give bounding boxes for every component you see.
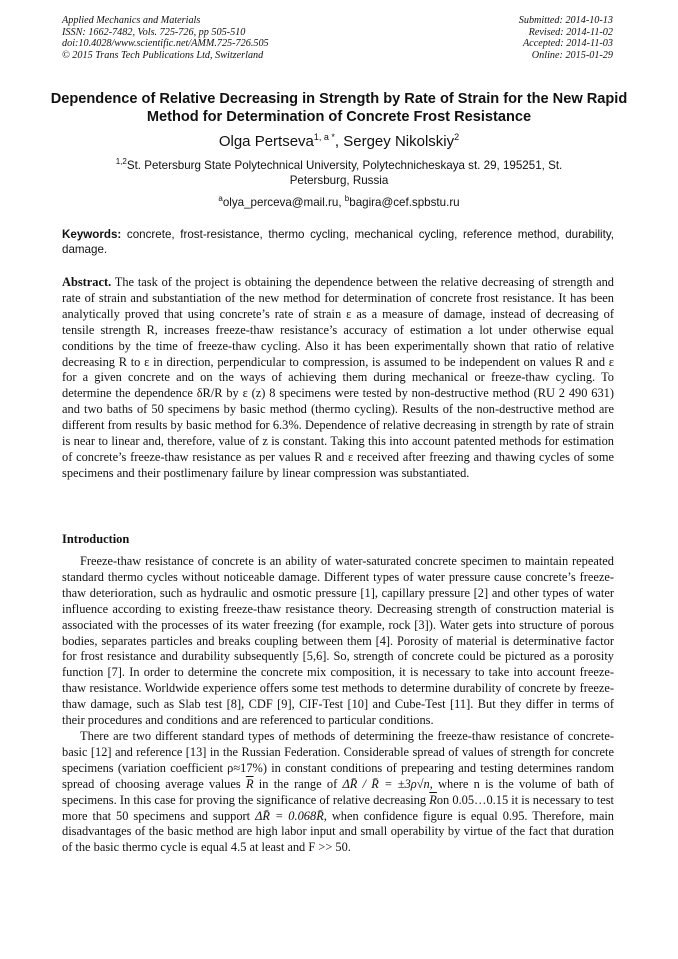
intro-p2-text-a: There are two different standard types of methods of determining the freeze-thaw resistance of concrete- basic [12] and reference [13] in the Russian Federation. Considerable spread of values of strength for concrete specimens (variation coefficient ρ≈17%) in constant conditions of prepearing and testing determines random spread of choosing average values (62, 728, 614, 791)
author-separator: , (334, 133, 344, 150)
submitted-date: Submitted: 2014-10-13 (518, 15, 613, 26)
keywords (62, 227, 614, 257)
author-1-affil-mark: 1, a * (313, 132, 335, 142)
intro-p2-text-c: , where n is the volume of bath of specimens. In this case for proving the significance of relative decreasing (62, 776, 615, 807)
copyright-line: © 2015 Trans Tech Publications Ltd, Switzerland (62, 49, 264, 61)
support-formula: ΔR̄ = 0.068R̄ (255, 808, 324, 823)
submission-dates (519, 15, 613, 61)
introduction-body (62, 554, 614, 856)
affiliation-text: St. Petersburg State Polytechnical University, Polytechnicheskaya st. 29, 195251, St. Petersburg, Russia (126, 158, 563, 188)
mean-strength-symbol: $\overline{R}$ (245, 776, 254, 791)
intro-p2-text-e: , when confidence figure is equal 0.95. Therefore, main disadvantages of the basic method are high labor input and small operability by virtue of the fact that duration of the basic thermo cycle is equal 4.5 at least and F >> 50. (62, 808, 614, 855)
email-b-mark: b (344, 194, 350, 203)
author-emails (0, 192, 678, 210)
journal-name: Applied Mechanics and Materials (62, 15, 201, 26)
keywords-text: concrete, frost-resistance, thermo cycling, mechanical cycling, reference method, durability, damage. (62, 228, 614, 256)
email-b[interactable]: bagira@cef.spbstu.ru (349, 195, 460, 209)
email-a-mark: a (218, 194, 223, 203)
intro-paragraph-1: Freeze-thaw resistance of concrete is an ability of water-saturated concrete specimen to maintain repeated standard thermo cycles without noticeable damage. Different types of water pressure cause concrete’s freeze-thaw deterioration, such as hydraulic and osmotic pressure [1], capillary pressure [2] and other types of water influence according to existing freeze-thaw resistance theory. Decreasing strength of construction material is associated with the processes of its water freezing (for example, rock [3]). Water gets into structure of porous bodies, separates particles and breaks coupling between them [4]. Porosity of material is determinative factor for frost resistance and durability subsequently [5,6]. So, strength of concrete could be pictured as a porosity function [7]. In order to determine the concrete mix composition, it is necessary to take into account freeze-thaw resistance. Worldwide experience offers some test methods to determine durability of concrete by freeze-thaw damage, such as Slab test [8], CDF [9], CIF-Test [10] and Cube-Test [11]. But they differ in terms of their procedures and conditions and are referenced to particular conditions. (62, 554, 614, 728)
issn-line: ISSN: 1662-7482, Vols. 725-726, pp 505-510 (62, 26, 246, 38)
abstract-label: Abstract. (62, 275, 112, 289)
mean-strength-symbol-2: $\overline{R}$ (429, 792, 437, 807)
email-a[interactable]: olya_perceva@mail.ru, (222, 195, 345, 209)
author-1: Olga Pertseva (218, 133, 314, 150)
introduction-heading: Introduction (62, 532, 130, 546)
journal-info (62, 15, 269, 61)
accepted-date: Accepted: 2014-11-03 (522, 38, 613, 50)
spread-formula: ΔR̄ / R̄ = ±3ρ√n (342, 776, 430, 791)
author-line (0, 128, 678, 151)
keywords-label: Keywords: (62, 228, 122, 241)
paper-title: Dependence of Relative Decreasing in Strength by Rate of Strain for the New Rapid Method for Determination of Concrete Frost Resistance (50, 91, 628, 125)
online-date: Online: 2015-01-29 (531, 49, 613, 61)
affiliation (90, 154, 588, 189)
intro-p2-text-d: on 0.05…0.15 it is necessary to test more that 50 specimens and support (62, 792, 615, 823)
author-2-affil-mark: 2 (454, 132, 460, 142)
author-2: Sergey Nikolskiy (343, 133, 455, 150)
intro-p2-text-b: in the range of (253, 776, 343, 791)
abstract (62, 275, 614, 482)
doi-line: doi:10.4028/www.scientific.net/AMM.725-726.505 (62, 38, 269, 50)
revised-date: Revised: 2014-11-02 (528, 26, 613, 38)
intro-paragraph-2 (62, 729, 614, 856)
abstract-text: The task of the project is obtaining the dependence between the relative decreasing of strength and rate of strain and substantiation of the new method for determination of concrete frost resistance. It has been analytically proved that using concrete’s rate of strain ε as a measure of damage, instead of decreasing of tensile strength R, increases freeze-thaw resistance’s accuracy of estimation a lot under otherwise equal conditions by the time of freeze-thaw cycling. Also it has been experimentally shown that ratio of relative decreasing R to ε in direction, perpendicular to compression, is assumed to be independent on values R and ε for a given concrete and on the ways of achieving them during mechanical or freeze-thaw cycling. To determine the dependence δR/R by ε (z) 8 specimens were tested by non-destructive method (RU 2 490 631) and two baths of 50 specimens by basic method (thermo cycling). Results of the non-destructive method are different from results by basic method for 6.3%. Dependence of relative decreasing in strength by rate of strain is near to linear and, therefore, value of z is constant. Taking this into account patented methods for estimation of concrete’s freeze-thaw resistance as per values R and ε received after freezing and thawing cycles of some specimens and their postlimenary failure by linear compression was substantiated. (62, 275, 614, 480)
affiliation-mark: 1,2 (115, 157, 127, 166)
